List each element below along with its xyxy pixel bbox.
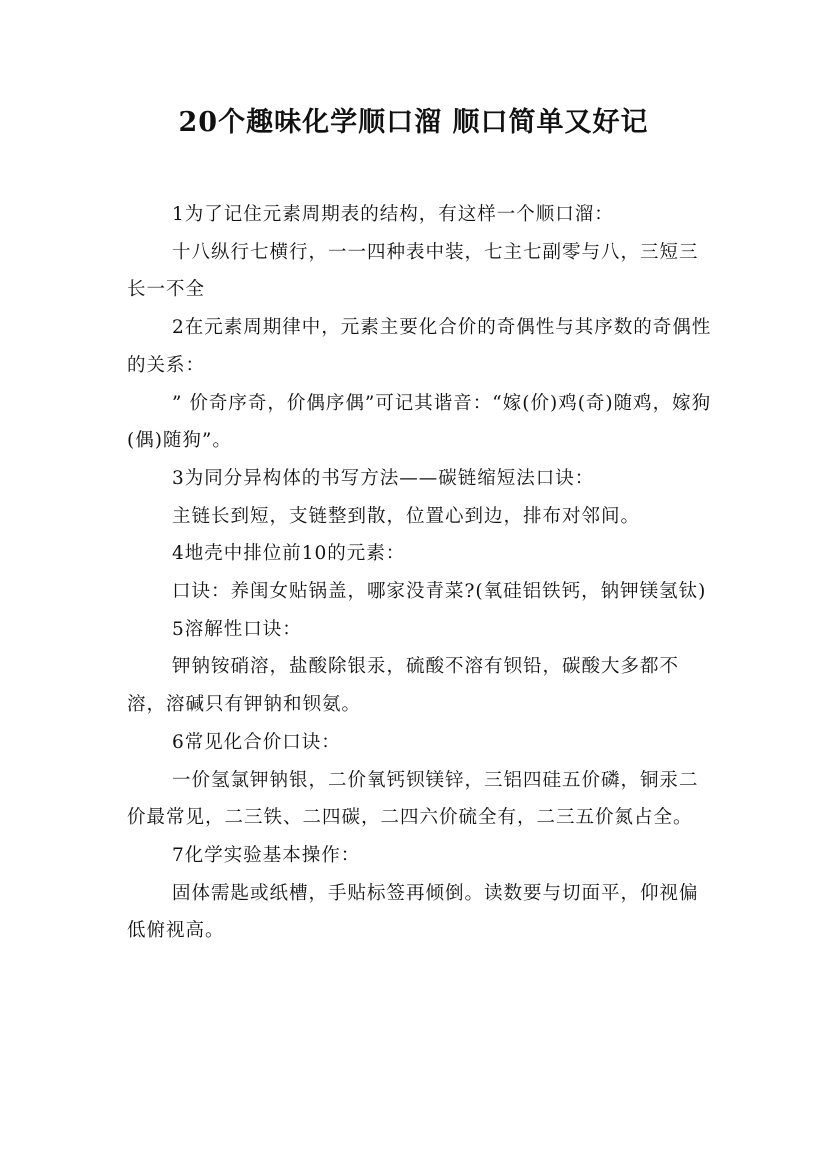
paragraph: 6常见化合价口诀： <box>172 731 341 753</box>
paragraph: 固体需匙或纸槽，手贴标签再倾倒。读数要与切面平，仰视偏低俯视高。 <box>127 882 699 942</box>
paragraph: 1为了记住元素周期表的结构，有这样一个顺口溜： <box>172 204 614 225</box>
paragraph: 4地壳中排位前10的元素： <box>172 543 406 565</box>
paragraph: 5溶解性口诀： <box>172 618 302 640</box>
page-title: 20个趣味化学顺口溜 顺口简单又好记 <box>178 107 649 138</box>
document-body <box>127 196 717 950</box>
paragraph: 3为同分异构体的书写方法——碳链缩短法口诀： <box>172 467 595 489</box>
paragraph: 主链长到短，支链整到散，位置心到边，排布对邻间。 <box>172 505 641 527</box>
paragraph: ” 价奇序奇，价偶序偶”可记其谐音：“嫁(价)鸡(奇)随鸡，嫁狗(偶)随狗”。 <box>127 392 712 452</box>
paragraph: 一价氢氯钾钠银，二价氧钙钡镁锌，三铝四硅五价磷，铜汞二价最常见，二三铁、二四碳，二四六价硫全有，二三五价氮占全。 <box>127 769 699 829</box>
paragraph: 7化学实验基本操作： <box>172 844 361 866</box>
paragraph: 钾钠铵硝溶，盐酸除银汞，硫酸不溶有钡铅，碳酸大多都不溶，溶碱只有钾钠和钡氨。 <box>127 656 680 716</box>
paragraph: 口诀：养闺女贴锅盖，哪家没青菜?(氧硅铝铁钙，钠钾镁氢钛) <box>172 581 707 603</box>
paragraph: 十八纵行七横行，一一四种表中装，七主七副零与八，三短三长一不全 <box>127 241 699 301</box>
paragraph: 2在元素周期律中，元素主要化合价的奇偶性与其序数的奇偶性的关系： <box>127 317 712 376</box>
